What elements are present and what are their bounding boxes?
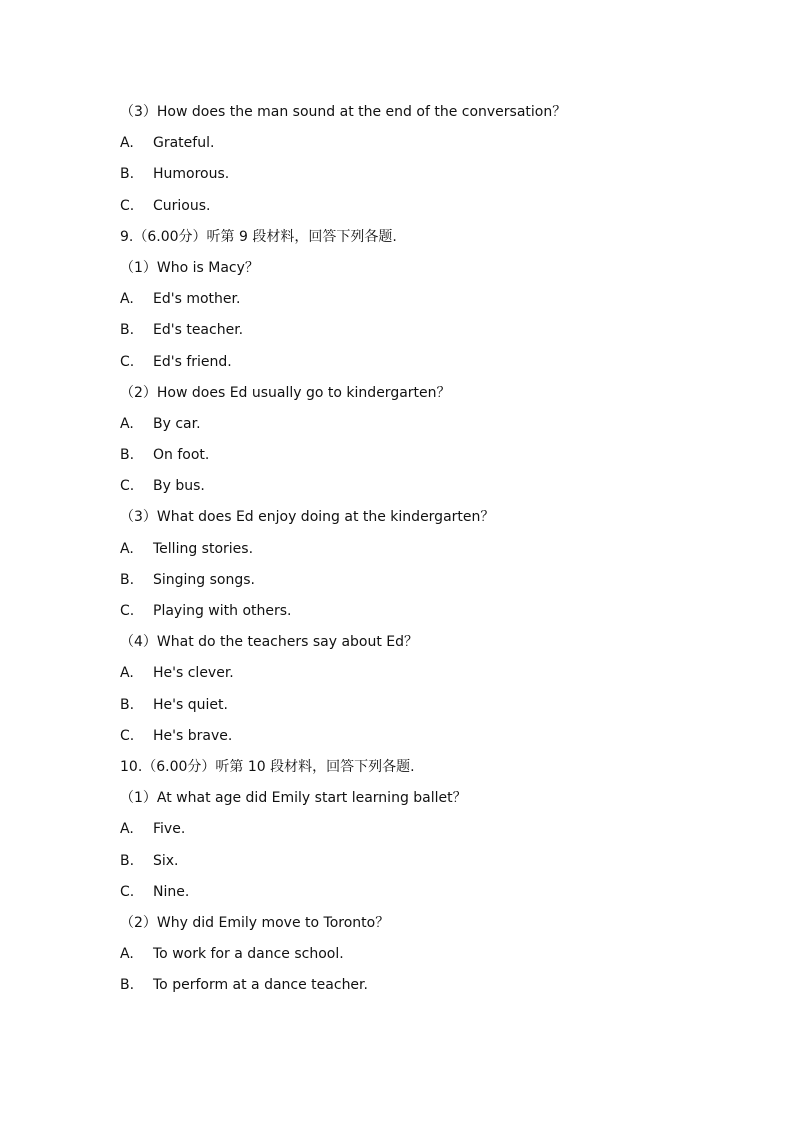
option-text: Curious.	[153, 197, 211, 214]
option-letter: A.	[120, 415, 134, 432]
option-text: To perform at a dance teacher.	[153, 977, 368, 994]
option-text: Ed's mother.	[153, 291, 241, 308]
option-letter: A.	[120, 540, 134, 557]
option-letter: B.	[120, 696, 135, 713]
option-text: Singing songs.	[153, 571, 255, 588]
option-letter: B.	[120, 852, 135, 869]
sub-question: （3）What does Ed enjoy doing at the kindergarten？	[120, 509, 495, 526]
option-letter: A.	[120, 946, 134, 963]
option-text: He's quiet.	[153, 696, 228, 713]
option-b	[120, 970, 720, 1001]
option-letter: B.	[120, 447, 135, 464]
option-c	[120, 721, 720, 752]
sub-question: （1）At what age did Emily start learning ballet？	[120, 790, 467, 807]
option-text: Ed's friend.	[153, 353, 232, 370]
option-b	[120, 690, 720, 721]
sub-question: （4）What do the teachers say about Ed？	[120, 634, 419, 651]
option-c	[120, 471, 720, 502]
option-a	[120, 128, 720, 159]
option-a	[120, 814, 720, 845]
option-text: Humorous.	[153, 166, 230, 183]
option-letter: B.	[120, 977, 135, 994]
option-letter: A.	[120, 665, 134, 682]
option-letter: C.	[120, 478, 135, 495]
option-c	[120, 347, 720, 378]
option-b	[120, 315, 720, 346]
option-a	[120, 284, 720, 315]
option-text: By bus.	[153, 478, 205, 495]
option-letter: B.	[120, 571, 135, 588]
option-letter: B.	[120, 166, 135, 183]
option-letter: C.	[120, 603, 135, 619]
option-text: Grateful.	[153, 135, 215, 152]
sub-question: （2）Why did Emily move to Toronto？	[120, 914, 390, 931]
option-letter: B.	[120, 322, 135, 339]
option-a	[120, 658, 720, 689]
option-text: Nine.	[153, 883, 190, 900]
option-text: Telling stories.	[153, 540, 254, 557]
sub-question: （3）How does the man sound at the end of the conversation？	[120, 104, 567, 120]
sub-question: （2）How does Ed usually go to kindergarten？	[120, 384, 451, 401]
option-a	[120, 409, 720, 440]
option-text: He's clever.	[153, 665, 234, 682]
question-list	[120, 97, 720, 1001]
option-b	[120, 440, 720, 471]
option-letter: C.	[120, 727, 135, 744]
option-a	[120, 534, 720, 565]
option-text: To work for a dance school.	[153, 946, 344, 963]
option-b	[120, 846, 720, 877]
option-text: Six.	[153, 852, 179, 869]
sub-question: （1）Who is Macy？	[120, 259, 259, 276]
option-letter: A.	[120, 291, 134, 308]
option-letter: A.	[120, 135, 134, 152]
option-b	[120, 159, 720, 190]
option-c	[120, 596, 720, 627]
option-b	[120, 565, 720, 596]
option-text: He's brave.	[153, 727, 233, 744]
option-letter: A.	[120, 821, 134, 838]
option-text: Five.	[153, 821, 186, 838]
question-heading: 9.（6.00分）听第 9 段材料，回答下列各题.	[120, 228, 397, 245]
option-c	[120, 191, 720, 222]
option-letter: C.	[120, 197, 135, 214]
option-text: On foot.	[153, 447, 210, 464]
option-text: Ed's teacher.	[153, 322, 244, 339]
question-heading: 10.（6.00分）听第 10 段材料，回答下列各题.	[120, 758, 415, 775]
option-letter: C.	[120, 883, 135, 900]
option-c	[120, 877, 720, 908]
option-a	[120, 939, 720, 970]
option-letter: C.	[120, 353, 135, 370]
option-text: Playing with others.	[153, 603, 292, 619]
option-text: By car.	[153, 415, 201, 432]
